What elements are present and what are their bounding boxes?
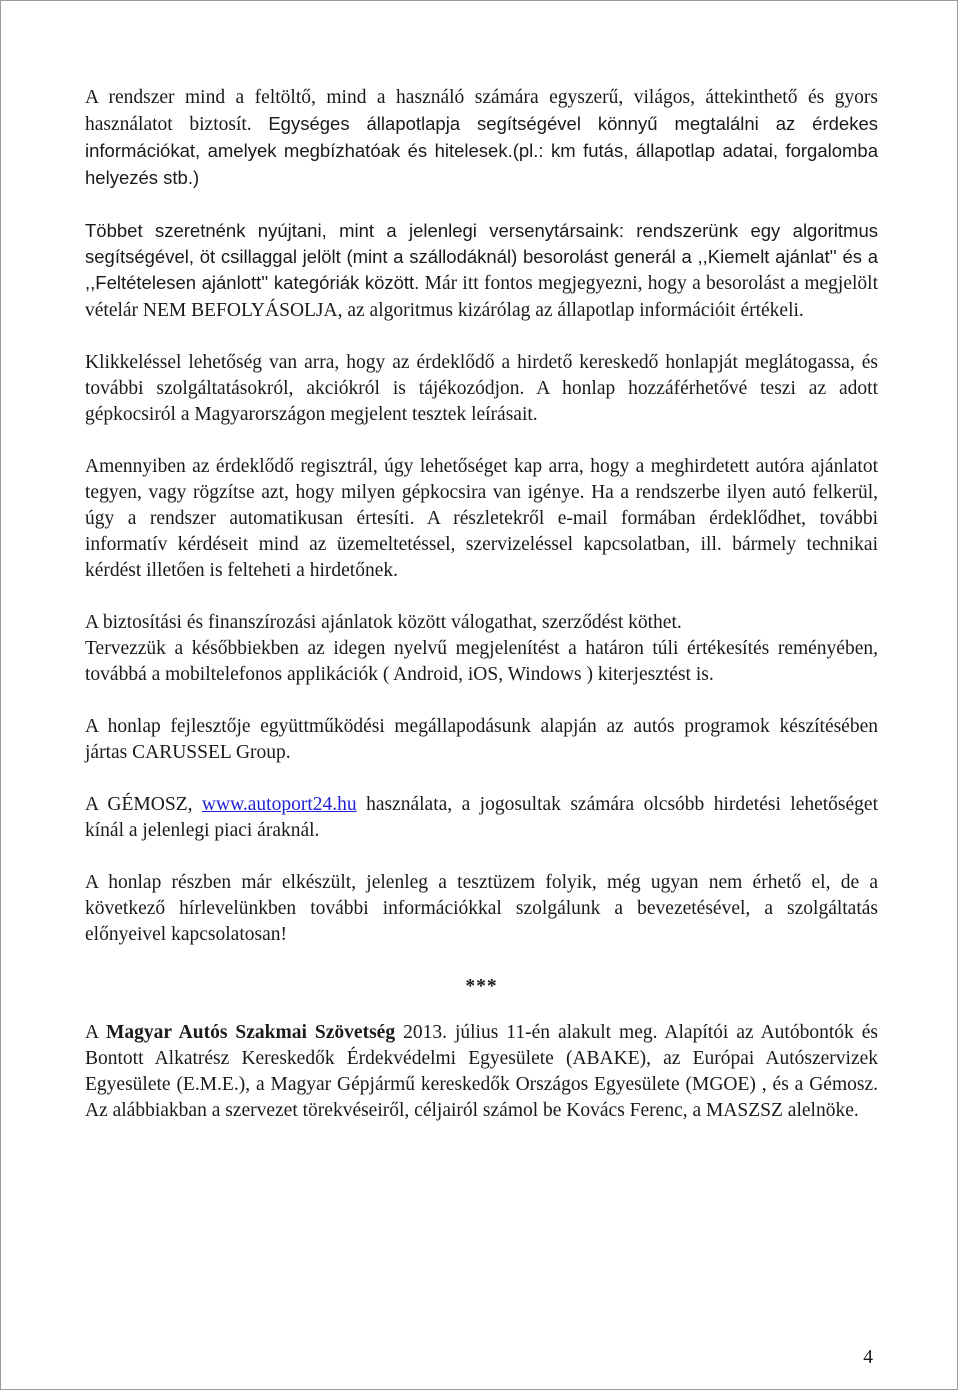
- document-body: [85, 85, 878, 1150]
- paragraph-rating-algorithm: [85, 218, 878, 324]
- paragraph-registration: Amennyiben az érdeklődő regisztrál, úgy lehetőséget kap arra, hogy a meghirdetett autóra ajánlatot tegyen, vagy rögzítse azt, hogy milyen gépkocsira van igénye. Ha a rendszerbe ilyen autó felkerül, úgy a rendszer automatikusan értesíti. A részletekről e-mail formában érdeklődhet, további informatív kérdéseit mind az üzemeltetéssel, szervizeléssel kapcsolatban, ill. bármely technikai kérdést illetően is felteheti a hirdetőnek.: [85, 456, 878, 581]
- paragraph-text: A: [85, 1022, 107, 1043]
- paragraph-gemosz: [85, 792, 878, 844]
- section-separator: ***: [465, 976, 498, 997]
- paragraph-text-note: Már itt fontos megjegyezni, hogy a besorolást a megjelölt vételár NEM BEFOLYÁSOLJA, az algoritmus kizárólag az állapotlap információit értékeli.: [85, 273, 879, 321]
- paragraph-insurance: A biztosítási és finanszírozási ajánlatok között válogathat, szerződést köthet.: [85, 612, 682, 633]
- paragraph-click-info: Klikkeléssel lehetőség van arra, hogy az érdeklődő a hirdető kereskedő honlapját meglátogassa, és további szolgáltatásokról, akciókról is tájékozódjon. A honlap hozzáférhetővé teszi az adott gépkocsiról a Magyarországon megjelent tesztek leírásait.: [85, 352, 878, 425]
- paragraph-text: A rendszer mind a feltöltő, mind a használó számára egyszerű, világos, áttekinthető és gyors használatot biztosít.: [85, 87, 878, 135]
- paragraph-text: használata, a jogosultak számára olcsóbb hirdetési lehetőséget kínál a jelenlegi piaci áraknál.: [85, 794, 878, 841]
- paragraph-developer: A honlap fejlesztője együttműködési megállapodásunk alapján az autós programok készítésében jártas CARUSSEL Group.: [85, 716, 878, 763]
- paragraph-maszsz: [85, 1020, 878, 1124]
- paragraph-text: Többet szeretnénk nyújtani, mint a jelenlegi versenytársaink: rendszerünk egy algoritmus segítségével, öt csillaggal jelölt (mint a szállodáknál) besorolást generál a: [85, 220, 878, 267]
- paragraph-text-sans: Egységes állapotlapja segítségével könnyű megtalálni az érdekes információkat, amelyek megbízhatóak és hitelesek.(pl.: km futás, állapotlap adatai, forgalomba helyezés stb.): [85, 113, 878, 188]
- paragraph-status: A honlap részben már elkészült, jelenleg a tesztüzem folyik, még ugyan nem érhető el, de a következő hírlevelünkben további információkkal szolgálunk a bevezetésével, a szolgáltatás előnyeivel kapcsolatosan!: [85, 872, 878, 945]
- paragraph-future-plans: Tervezzük a későbbiekben az idegen nyelvű megjelenítést a határon túli értékesítés reményében, továbbá a mobiltelefonos applikációk ( Android, iOS, Windows ) kiterjesztést is.: [85, 638, 878, 685]
- paragraph-text-categories: ,,Kiemelt ajánlat'' és a ,,Feltételesen ajánlott'' kategóriák között.: [85, 246, 879, 293]
- autoport24-link[interactable]: www.autoport24.hu: [201, 794, 357, 815]
- paragraph-system-overview: [85, 85, 878, 192]
- paragraph-text: A GÉMOSZ,: [85, 794, 202, 815]
- organization-name: Magyar Autós Szakmai Szövetség: [106, 1022, 396, 1043]
- page-number: 4: [863, 1347, 873, 1368]
- paragraph-text: 2013. július 11-én alakult meg. Alapítói az Autóbontók és Bontott Alkatrész Kereskedők Érdekvédelmi Egyesülete (ABAKE), az Európai Autószervizek Egyesülete (E.M.E.), a Magyar Gépjármű kereskedők Országos Egyesülete (MGOE) , és a Gémosz. Az alábbiakban a szervezet törekvéseiről, céljairól számol be Kovács Ferenc, a MASZSZ alelnöke.: [85, 1022, 878, 1121]
